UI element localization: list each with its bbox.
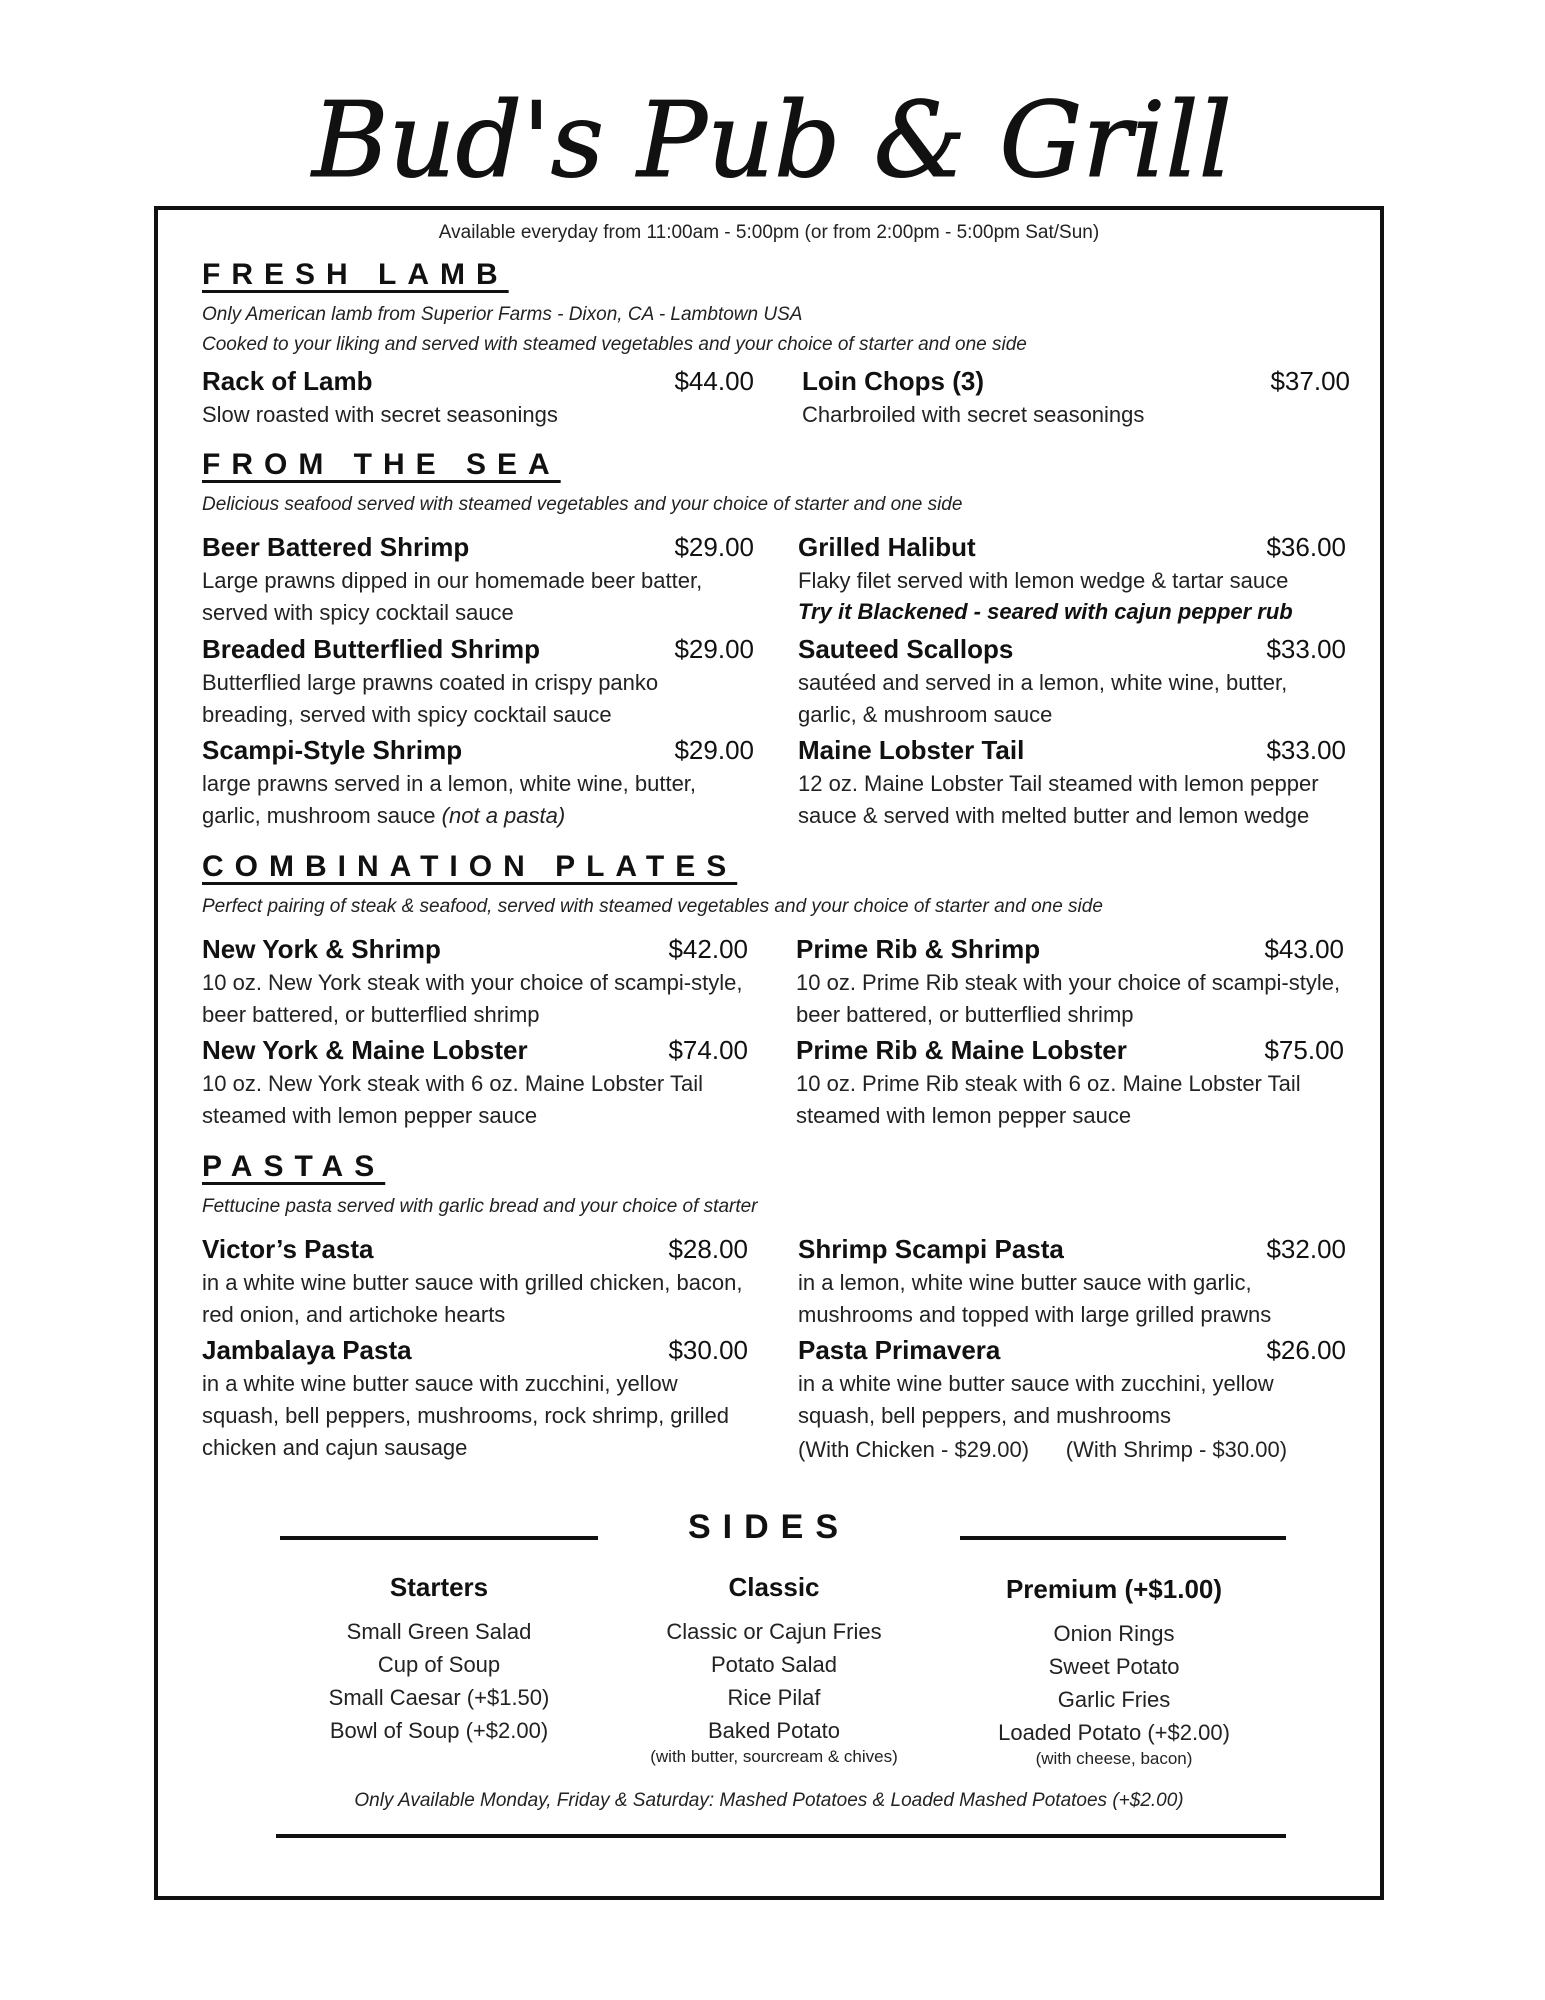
menu-frame — [154, 206, 1384, 1900]
list-item: Bowl of Soup (+$2.00) — [329, 1718, 549, 1743]
menu-item-prime-rib-shrimp: Prime Rib & Shrimp $43.00 10 oz. Prime Rib steak with your choice of scampi-style, beer battered, or butterflied shrimp — [796, 934, 1344, 1027]
logo-text: Bud's Pub & Grill — [312, 79, 1232, 201]
list-item: Cup of Soup — [377, 1652, 501, 1677]
menu-item-beer-battered-shrimp: Beer Battered Shrimp $29.00 Large prawns dipped in our homemade beer batter, served with spicy cocktail sauce — [202, 532, 754, 625]
section-heading-pasta: PASTAS — [202, 1150, 386, 1183]
sides-rule-bottom — [276, 1834, 1286, 1838]
sides-premium-title: Premium (+$1.00) — [1005, 1574, 1223, 1604]
menu-item-new-york-shrimp: New York & Shrimp $42.00 10 oz. New York steak with your choice of scampi-style, beer battered, or butterflied shrimp — [202, 934, 748, 1027]
list-item: Sweet Potato — [1048, 1654, 1180, 1679]
menu-item-new-york-maine-lobster: New York & Maine Lobster $74.00 10 oz. New York steak with 6 oz. Maine Lobster Tail steamed with lemon pepper sauce — [202, 1035, 748, 1128]
script-logo — [0, 58, 1545, 218]
sides-classic-title: Classic — [728, 1572, 820, 1602]
menu-item-breaded-butterflied-shrimp: Breaded Butterflied Shrimp $29.00 Butterflied large prawns coated in crispy panko breading, served with spicy cocktail sauce — [202, 634, 754, 727]
menu-item-grilled-halibut: Grilled Halibut $36.00 Flaky filet served with lemon wedge & tartar sauce Try it Blackened - seared with cajun pepper rub — [798, 532, 1346, 627]
restaurant-logo — [0, 58, 1545, 218]
availability-note: Available everyday from 11:00am - 5:00pm (or from 2:00pm - 5:00pm Sat/Sun) — [438, 222, 1100, 243]
menu-item-jambalaya-pasta: Jambalaya Pasta $30.00 in a white wine butter sauce with zucchini, yellow squash, bell peppers, mushrooms, rock shrimp, grilled chicken and cajun sausage — [202, 1335, 748, 1460]
sides-starters-title: Starters — [389, 1572, 489, 1602]
menu-item-loin-chops: Loin Chops (3) $37.00 Charbroiled with secret seasonings — [802, 366, 1350, 427]
list-item: Classic or Cajun Fries — [666, 1619, 882, 1644]
menu-item-pasta-primavera: Pasta Primavera $26.00 in a white wine butter sauce with zucchini, yellow squash, bell peppers, and mushrooms (With Chicken - $29.00) (With Shrimp - $30.00) — [798, 1335, 1346, 1466]
list-item: Garlic Fries — [1057, 1687, 1171, 1712]
section-heading-lamb: FRESH LAMB — [202, 258, 509, 291]
sides-heading: SIDES — [687, 1508, 851, 1546]
list-item: Potato Salad — [711, 1652, 837, 1677]
menu-item-rack-of-lamb: Rack of Lamb $44.00 Slow roasted with secret seasonings — [202, 366, 754, 427]
menu-item-shrimp-scampi-pasta: Shrimp Scampi Pasta $32.00 in a lemon, white wine butter sauce with garlic, mushrooms and topped with large grilled prawns — [798, 1234, 1346, 1327]
sides-availability-note: Only Available Monday, Friday & Saturday: Mashed Potatoes & Loaded Mashed Potatoes (+$2.00) — [354, 1790, 1184, 1811]
section-note-lamb-1: Only American lamb from Superior Farms - Dixon, CA - Lambtown USA — [202, 304, 803, 325]
blackened-option: Try it Blackened - seared with cajun pepper rub — [798, 599, 1293, 624]
sides-starters — [279, 1572, 599, 1747]
sides-premium-note: (with cheese, bacon) — [1035, 1749, 1193, 1768]
list-item: Rice Pilaf — [727, 1685, 821, 1710]
menu-item-sauteed-scallops: Sauteed Scallops $33.00 sautéed and served in a lemon, white wine, butter, garlic, & mushroom sauce — [798, 634, 1346, 727]
menu-item-scampi-style-shrimp: Scampi-Style Shrimp $29.00 large prawns served in a lemon, white wine, butter, garlic, mushroom sauce (not a pasta) — [202, 735, 754, 828]
list-item: Small Green Salad — [346, 1619, 532, 1644]
section-note-combo: Perfect pairing of steak & seafood, served with steamed vegetables and your choice of starter and one side — [202, 896, 1103, 917]
list-item: Baked Potato — [707, 1718, 841, 1743]
list-item: Small Caesar (+$1.50) — [328, 1685, 550, 1710]
primavera-addons: (With Chicken - $29.00) (With Shrimp - $30.00) — [798, 1437, 1288, 1462]
section-note-lamb-2: Cooked to your liking and served with steamed vegetables and your choice of starter and one side — [202, 334, 1027, 355]
sides-classic-note: (with butter, sourcream & chives) — [650, 1747, 898, 1766]
menu-item-maine-lobster-tail: Maine Lobster Tail $33.00 12 oz. Maine Lobster Tail steamed with lemon pepper sauce & served with melted butter and lemon wedge — [798, 735, 1346, 828]
list-item: Loaded Potato (+$2.00) — [998, 1720, 1230, 1745]
sides-premium — [954, 1574, 1274, 1769]
menu-item-victors-pasta: Victor’s Pasta $28.00 in a white wine butter sauce with grilled chicken, bacon, red onion, and artichoke hearts — [202, 1234, 748, 1327]
section-heading-combo: COMBINATION PLATES — [202, 850, 738, 883]
list-item: Onion Rings — [1053, 1621, 1175, 1646]
menu-item-prime-rib-maine-lobster: Prime Rib & Maine Lobster $75.00 10 oz. Prime Rib steak with 6 oz. Maine Lobster Tail steamed with lemon pepper sauce — [796, 1035, 1344, 1128]
section-note-sea: Delicious seafood served with steamed vegetables and your choice of starter and one side — [202, 494, 963, 515]
section-note-pasta: Fettucine pasta served with garlic bread and your choice of starter — [202, 1196, 758, 1217]
section-heading-sea: FROM THE SEA — [202, 448, 561, 481]
sides-classic — [614, 1572, 934, 1767]
